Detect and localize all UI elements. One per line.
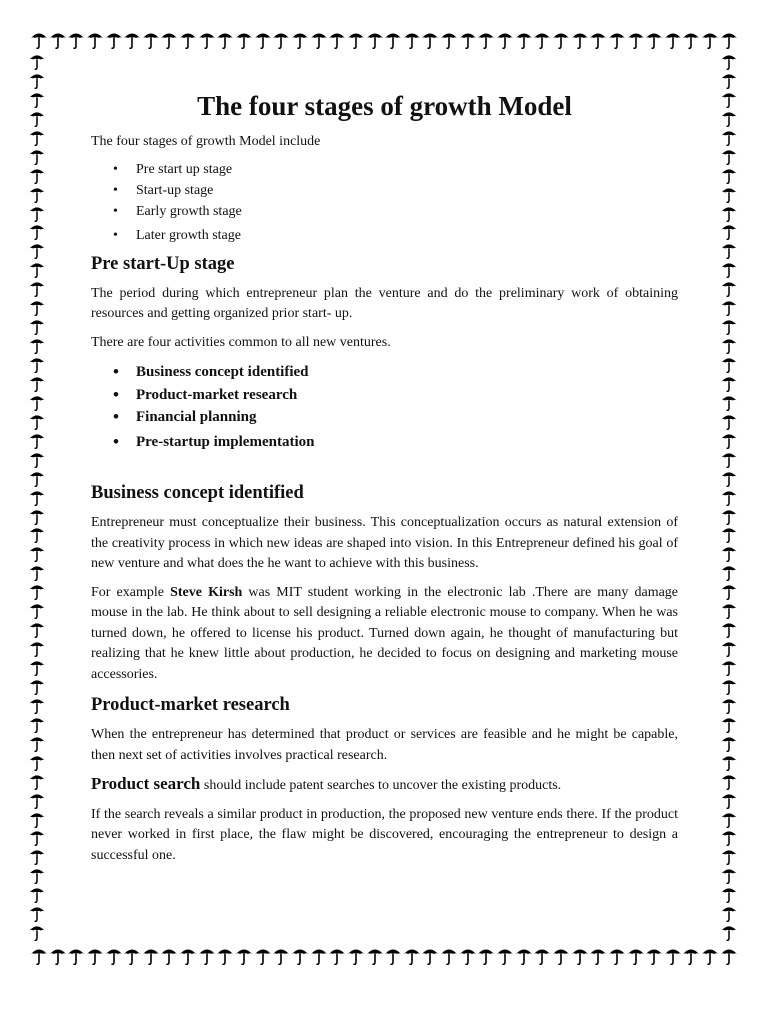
paragraph: Entrepreneur must conceptualize their business. This conceptualization occurs as natural extension of the creativity process in which new ideas are shaped into vision. In this Entrepreneur defined his goal of new venture and what does the he want to achieve with this business. <box>91 515 678 571</box>
umbrella-icon <box>179 946 197 966</box>
section-heading: Business concept identified <box>91 483 304 503</box>
umbrella-icon <box>664 946 682 966</box>
umbrella-icon <box>720 317 738 336</box>
umbrella-icon <box>720 412 738 431</box>
umbrella-icon <box>28 355 46 374</box>
umbrella-icon <box>720 355 738 374</box>
umbrella-icon <box>459 30 477 50</box>
umbrella-icon <box>28 563 46 582</box>
umbrella-icon <box>310 30 328 50</box>
umbrella-icon <box>28 147 46 166</box>
intro-text: The four stages of growth Model include <box>91 134 321 149</box>
document-page <box>91 88 678 866</box>
umbrella-icon <box>589 30 607 50</box>
umbrella-icon <box>198 946 216 966</box>
umbrella-icon <box>28 620 46 639</box>
umbrella-icon <box>720 791 738 810</box>
umbrella-icon <box>28 431 46 450</box>
umbrella-icon <box>28 847 46 866</box>
umbrella-icon <box>86 30 104 50</box>
umbrella-icon <box>28 696 46 715</box>
umbrella-icon <box>720 393 738 412</box>
umbrella-icon <box>720 222 738 241</box>
umbrella-icon <box>384 946 402 966</box>
umbrella-icon <box>496 946 514 966</box>
umbrella-icon <box>720 658 738 677</box>
umbrella-icon <box>496 30 514 50</box>
umbrella-icon <box>477 30 495 50</box>
list-item: • Business concept identified <box>91 361 678 384</box>
umbrella-icon <box>28 904 46 923</box>
umbrella-icon <box>720 715 738 734</box>
umbrella-icon <box>28 204 46 223</box>
umbrella-icon <box>105 946 123 966</box>
umbrella-icon <box>328 946 346 966</box>
list-item: • Later growth stage <box>91 225 678 246</box>
umbrella-icon <box>571 30 589 50</box>
umbrella-icon <box>720 431 738 450</box>
umbrella-icon <box>28 279 46 298</box>
umbrella-icon <box>235 30 253 50</box>
umbrella-icon <box>86 946 104 966</box>
umbrella-icon <box>720 450 738 469</box>
border-right <box>720 52 742 942</box>
umbrella-icon <box>627 30 645 50</box>
umbrella-icon <box>30 30 48 50</box>
umbrella-icon <box>198 30 216 50</box>
umbrella-icon <box>720 639 738 658</box>
umbrella-icon <box>160 30 178 50</box>
umbrella-icon <box>254 30 272 50</box>
umbrella-icon <box>28 677 46 696</box>
paragraph: The period during which entrepreneur plan the venture and do the preliminary work of obtaining resources and getting organized prior start- up. <box>91 285 678 321</box>
umbrella-icon <box>720 185 738 204</box>
umbrella-icon <box>645 946 663 966</box>
umbrella-icon <box>720 204 738 223</box>
umbrella-icon <box>28 298 46 317</box>
umbrella-icon <box>49 30 67 50</box>
umbrella-icon <box>28 317 46 336</box>
umbrella-icon <box>720 904 738 923</box>
stages-list <box>91 159 678 246</box>
list-item: • Financial planning <box>91 406 678 429</box>
umbrella-icon <box>720 923 738 942</box>
umbrella-icon <box>720 71 738 90</box>
umbrella-icon <box>720 544 738 563</box>
umbrella-icon <box>30 946 48 966</box>
umbrella-icon <box>216 946 234 966</box>
umbrella-icon <box>720 582 738 601</box>
umbrella-icon <box>421 30 439 50</box>
umbrella-icon <box>28 885 46 904</box>
umbrella-icon <box>28 525 46 544</box>
example-rest: was MIT student working in the electronic lab .There are many damage mouse in the lab. He think about to sell designing a reliable electronic mouse to company. When he was turned down, he offered to license his product. Turned down again, he thought of manufacturing but realizing that he knew little about production, he decided to focus on designing and marketing mouse accessories. <box>91 584 679 682</box>
umbrella-icon <box>28 544 46 563</box>
page-title: The four stages of growth Model <box>197 91 572 121</box>
umbrella-icon <box>720 260 738 279</box>
umbrella-icon <box>720 696 738 715</box>
umbrella-icon <box>28 222 46 241</box>
example-name: Steve Kirsh <box>170 584 243 600</box>
umbrella-icon <box>533 30 551 50</box>
paragraph <box>91 583 678 686</box>
product-search-lead: Product search <box>91 774 201 793</box>
umbrella-icon <box>272 946 290 966</box>
umbrella-icon <box>28 336 46 355</box>
umbrella-icon <box>123 946 141 966</box>
umbrella-icon <box>552 30 570 50</box>
umbrella-icon <box>608 946 626 966</box>
umbrella-icon <box>720 946 738 966</box>
umbrella-icon <box>310 946 328 966</box>
umbrella-icon <box>515 30 533 50</box>
umbrella-icon <box>682 30 700 50</box>
umbrella-icon <box>28 185 46 204</box>
umbrella-icon <box>720 772 738 791</box>
umbrella-icon <box>720 753 738 772</box>
border-left <box>28 52 50 942</box>
umbrella-icon <box>720 374 738 393</box>
umbrella-icon <box>720 677 738 696</box>
umbrella-icon <box>720 90 738 109</box>
umbrella-icon <box>720 885 738 904</box>
umbrella-icon <box>701 30 719 50</box>
umbrella-icon <box>28 374 46 393</box>
umbrella-icon <box>347 30 365 50</box>
umbrella-icon <box>28 488 46 507</box>
umbrella-icon <box>291 946 309 966</box>
umbrella-icon <box>720 507 738 526</box>
umbrella-icon <box>477 946 495 966</box>
umbrella-icon <box>720 847 738 866</box>
umbrella-icon <box>28 828 46 847</box>
umbrella-icon <box>645 30 663 50</box>
umbrella-icon <box>28 166 46 185</box>
umbrella-icon <box>28 601 46 620</box>
umbrella-icon <box>720 620 738 639</box>
umbrella-icon <box>440 946 458 966</box>
umbrella-icon <box>28 241 46 260</box>
umbrella-icon <box>552 946 570 966</box>
umbrella-icon <box>720 469 738 488</box>
umbrella-icon <box>28 715 46 734</box>
paragraph: There are four activities common to all new ventures. <box>91 334 391 350</box>
umbrella-icon <box>720 601 738 620</box>
list-item: • Product-market research <box>91 384 678 407</box>
umbrella-icon <box>142 30 160 50</box>
umbrella-icon <box>403 946 421 966</box>
border-top <box>30 30 738 52</box>
umbrella-icon <box>440 30 458 50</box>
umbrella-icon <box>28 507 46 526</box>
umbrella-icon <box>720 147 738 166</box>
umbrella-icon <box>28 582 46 601</box>
umbrella-icon <box>571 946 589 966</box>
paragraph: If the search reveals a similar product in production, the proposed new venture ends there. If the product never worked in first place, the flaw might be discovered, encouraging the entrepreneur to design a successful one. <box>91 806 678 863</box>
umbrella-icon <box>28 90 46 109</box>
umbrella-icon <box>28 260 46 279</box>
list-item: • Pre start up stage <box>91 159 678 180</box>
umbrella-icon <box>28 412 46 431</box>
list-item: • Early growth stage <box>91 201 678 222</box>
umbrella-icon <box>179 30 197 50</box>
umbrella-icon <box>720 828 738 847</box>
umbrella-icon <box>366 946 384 966</box>
umbrella-icon <box>235 946 253 966</box>
umbrella-icon <box>720 563 738 582</box>
umbrella-icon <box>366 30 384 50</box>
umbrella-icon <box>123 30 141 50</box>
list-item: • Start-up stage <box>91 180 678 201</box>
umbrella-icon <box>28 71 46 90</box>
umbrella-icon <box>720 488 738 507</box>
umbrella-icon <box>720 810 738 829</box>
section-heading: Pre start-Up stage <box>91 253 235 274</box>
umbrella-icon <box>28 393 46 412</box>
umbrella-icon <box>459 946 477 966</box>
umbrella-icon <box>720 52 738 71</box>
umbrella-icon <box>533 946 551 966</box>
umbrella-icon <box>589 946 607 966</box>
umbrella-icon <box>28 469 46 488</box>
product-search-rest: should include patent searches to uncover the existing products. <box>200 778 562 793</box>
umbrella-icon <box>67 946 85 966</box>
umbrella-icon <box>720 279 738 298</box>
umbrella-icon <box>272 30 290 50</box>
umbrella-icon <box>105 30 123 50</box>
umbrella-icon <box>28 866 46 885</box>
umbrella-icon <box>28 639 46 658</box>
umbrella-icon <box>67 30 85 50</box>
umbrella-icon <box>28 734 46 753</box>
umbrella-icon <box>28 791 46 810</box>
umbrella-icon <box>403 30 421 50</box>
umbrella-icon <box>28 810 46 829</box>
umbrella-icon <box>608 30 626 50</box>
umbrella-icon <box>328 30 346 50</box>
umbrella-icon <box>291 30 309 50</box>
umbrella-icon <box>160 946 178 966</box>
umbrella-icon <box>28 52 46 71</box>
umbrella-icon <box>142 946 160 966</box>
umbrella-icon <box>28 450 46 469</box>
list-item: • Pre-startup implementation <box>91 431 678 454</box>
umbrella-icon <box>384 30 402 50</box>
border-bottom <box>30 946 738 968</box>
umbrella-icon <box>720 128 738 147</box>
umbrella-icon <box>720 336 738 355</box>
section-heading: Product-market research <box>91 695 290 715</box>
umbrella-icon <box>515 946 533 966</box>
umbrella-icon <box>49 946 67 966</box>
umbrella-icon <box>28 128 46 147</box>
umbrella-icon <box>627 946 645 966</box>
umbrella-icon <box>720 166 738 185</box>
umbrella-icon <box>28 109 46 128</box>
umbrella-icon <box>720 866 738 885</box>
umbrella-icon <box>720 298 738 317</box>
paragraph: When the entrepreneur has determined that product or services are feasible and he might be capable, then next set of activities involves practical research. <box>91 727 678 763</box>
umbrella-icon <box>421 946 439 966</box>
paragraph <box>91 774 678 797</box>
umbrella-icon <box>28 923 46 942</box>
activities-list <box>91 361 678 453</box>
umbrella-icon <box>720 241 738 260</box>
umbrella-icon <box>720 734 738 753</box>
umbrella-icon <box>720 525 738 544</box>
umbrella-icon <box>701 946 719 966</box>
umbrella-icon <box>682 946 700 966</box>
umbrella-icon <box>347 946 365 966</box>
example-lead: For example <box>91 584 171 600</box>
umbrella-icon <box>28 772 46 791</box>
umbrella-icon <box>664 30 682 50</box>
umbrella-icon <box>28 753 46 772</box>
umbrella-icon <box>216 30 234 50</box>
umbrella-icon <box>720 109 738 128</box>
umbrella-icon <box>254 946 272 966</box>
umbrella-icon <box>28 658 46 677</box>
umbrella-icon <box>720 30 738 50</box>
